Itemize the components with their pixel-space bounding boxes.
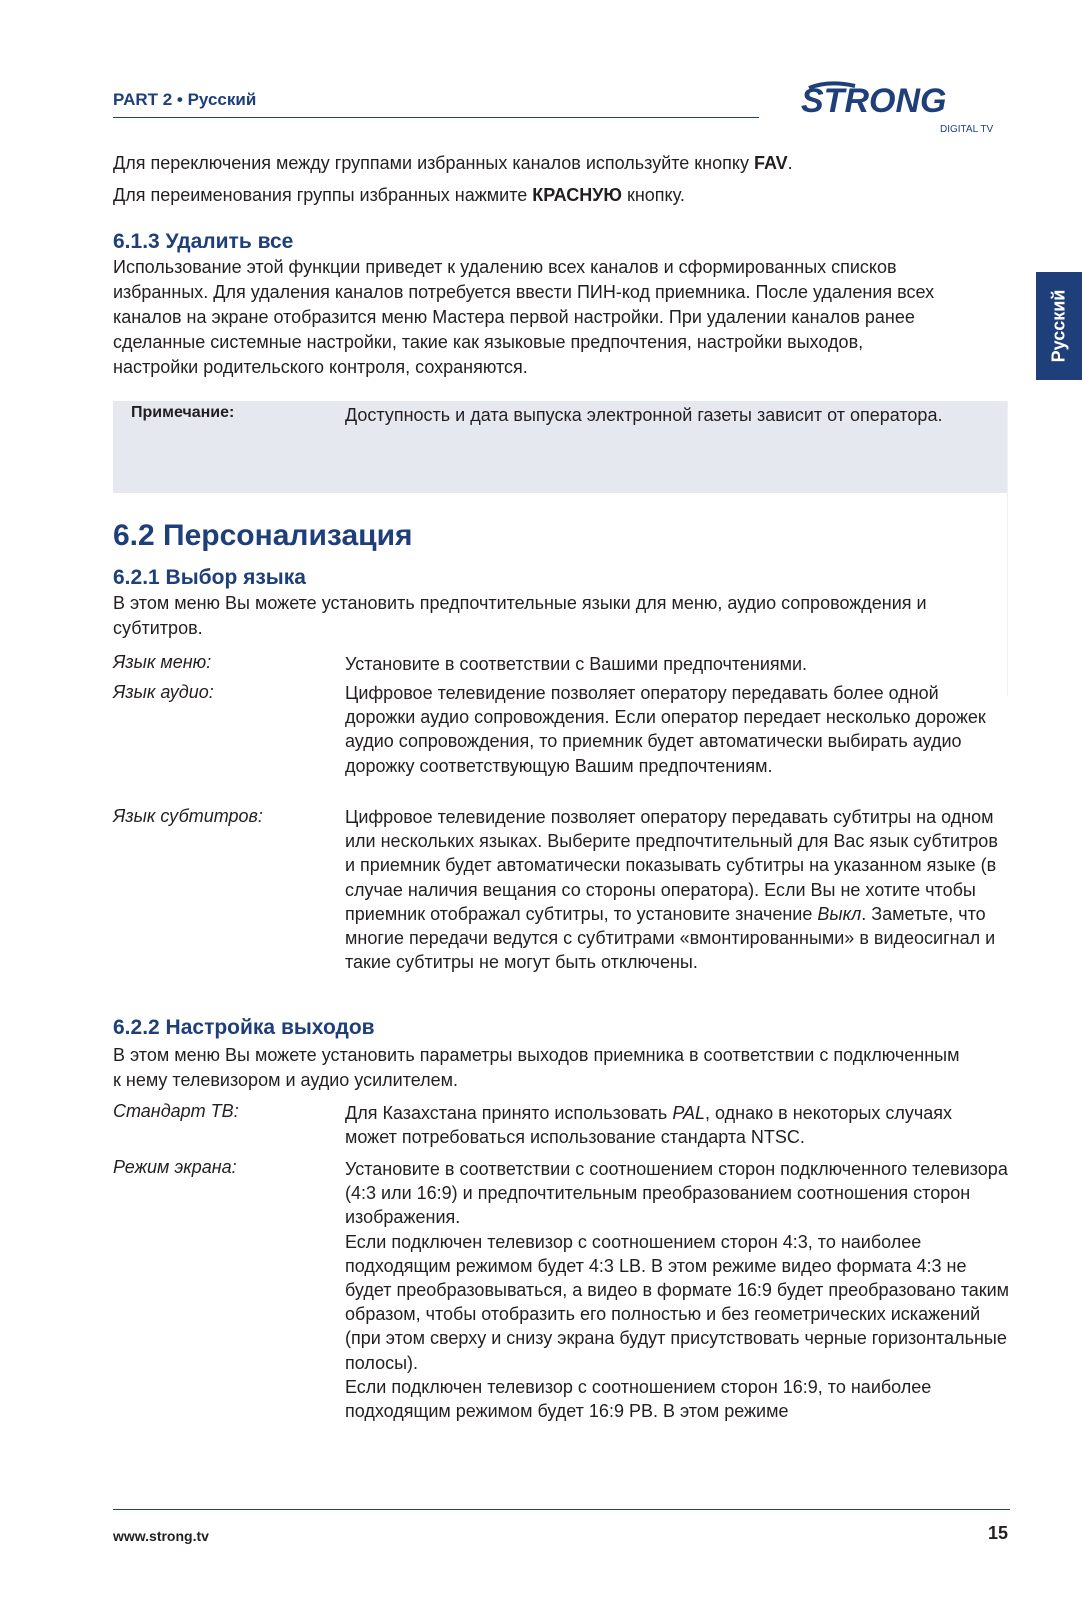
- svg-text:STRONG: STRONG: [801, 82, 947, 120]
- page-number: 15: [988, 1523, 1009, 1543]
- term-audio-language: Язык аудио:: [113, 682, 214, 702]
- intro-line-fav: Для переключения между группами избранных каналов используйте кнопку FAV.: [113, 153, 793, 173]
- chapter-title-personalization: 6.2 Персонализация: [113, 519, 413, 552]
- footer-rule: [113, 1509, 1010, 1510]
- section-title-outputs: 6.2.2 Настройка выходов: [113, 1016, 375, 1039]
- def-audio-language: Цифровое телевидение позволяет оператору передавать более одной дорожки аудио сопровождения. Если оператор передает несколько дорожек аудио сопровождения, то приемник будет автоматически выбирать аудио дорожку соответствующую Вашим предпочтениям.: [345, 683, 986, 776]
- def-screen-mode: [345, 1157, 1010, 1423]
- section-body-language: В этом меню Вы можете установить предпочтительные языки для меню, аудио сопровождения и субтитров.: [113, 593, 927, 638]
- part-header: PART 2 • Русский: [113, 90, 257, 109]
- footer-url: www.strong.tv: [113, 1528, 209, 1544]
- svg-text:DIGITAL TV: DIGITAL TV: [940, 124, 994, 135]
- section-body-outputs: В этом меню Вы можете установить параметры выходов приемника в соответствии с подключенным к нему телевизором и аудио усилителем.: [113, 1045, 960, 1090]
- def-subtitle-language: Цифровое телевидение позволяет оператору передавать субтитры на одном или нескольких языках. Выберите предпочтительный для Вас язык субтитров и приемник будет автоматически показывать субтитры на указанном языке (в случае наличия вещания со стороны оператора). Если Вы не хотите чтобы приемник отображал субтитры, то установите значение Выкл. Заметьте, что многие передачи ведутся с субтитрами «вмонтированными» в видеосигнал и такие субтитры не могут быть отключены.: [345, 807, 998, 973]
- screen-mode-para-1: Установите в соответствии с соотношением сторон подключенного телевизора (4:3 или 16:9) и предпочтительным преобразованием соотношения сторон изображения.: [345, 1159, 1008, 1228]
- screen-mode-para-3: Если подключен телевизор с соотношением сторон 16:9, то наиболее подходящим режимом будет 16:9 PB. В этом режиме: [345, 1376, 932, 1422]
- screen-mode-para-2: Если подключен телевизор с соотношением сторон 4:3, то наиболее подходящим режимом будет 4:3 LB. В этом режиме видео формата 4:3 не будет преобразовываться, а видео в формате 16:9 будет преобразовано таким образом, чтобы отобразить его полностью и без геометрических искажений (при этом сверху и снизу экрана будут присутствовать черные горизонтальные полосы).: [345, 1231, 1010, 1373]
- strong-logo: [795, 76, 1010, 136]
- section-body-delete-all: Использование этой функции приведет к удалению всех каналов и сформированных списков избранных. Для удаления каналов потребуется ввести ПИН-код приемника. После удаления всех каналов на экране отобразится меню Мастера первой настройки. При удалении каналов ранее сделанные системные настройки, такие как языковые предпочтения, настройки выходов, настройки родительского контроля, сохраняются.: [113, 257, 935, 377]
- def-menu-language: Установите в соответствии с Вашими предпочтениями.: [345, 654, 808, 674]
- term-menu-language: Язык меню:: [113, 652, 212, 672]
- note-text: Доступность и дата выпуска электронной газеты зависит от оператора.: [345, 405, 943, 425]
- def-tv-standard: Для Казахстана принято использовать PAL, однако в некоторых случаях может потребоваться использование стандарта NTSC.: [345, 1103, 953, 1148]
- term-tv-standard: Стандарт ТВ:: [113, 1101, 239, 1121]
- header-rule: [113, 117, 759, 118]
- language-side-tab: Русский: [1036, 272, 1082, 380]
- section-title-language: 6.2.1 Выбор языка: [113, 566, 306, 589]
- intro-line-rename: Для переименования группы избранных нажмите КРАСНУЮ кнопку.: [113, 185, 685, 205]
- term-subtitle-language: Язык субтитров:: [113, 806, 263, 826]
- term-screen-mode: Режим экрана:: [113, 1157, 237, 1177]
- section-title-delete-all: 6.1.3 Удалить все: [113, 230, 294, 253]
- note-label: Примечание:: [131, 404, 235, 421]
